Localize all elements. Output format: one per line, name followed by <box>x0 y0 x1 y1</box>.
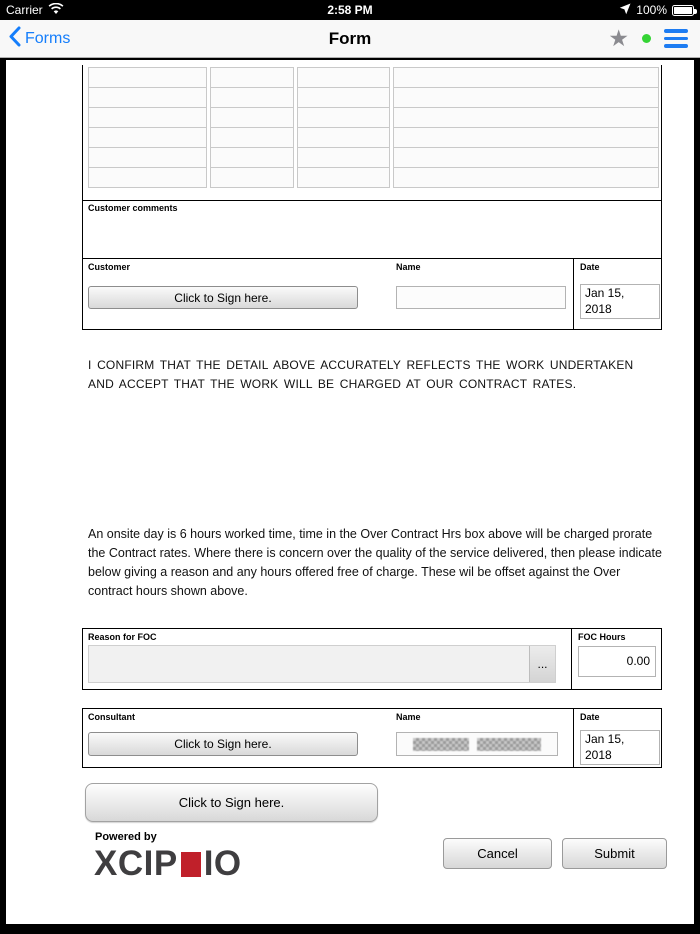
foc-reason-input[interactable] <box>89 646 529 682</box>
onsite-day-text: An onsite day is 6 hours worked time, time in the Over Contract Hrs box above will be charged prorate the Contract rates. Where there is concern over the quality of the service delivered, then please indicate below giving a reason and any hours offered free of charge. These wil be offset against the Over contract hours shown above. <box>88 527 662 598</box>
customer-comments-label: Customer comments <box>88 203 178 213</box>
logo-square-icon <box>181 852 201 877</box>
grid-cell[interactable] <box>88 147 207 168</box>
foc-reason-expand-button[interactable]: ... <box>529 646 555 682</box>
grid-column <box>393 67 659 200</box>
grid-cell[interactable] <box>210 107 294 128</box>
form-top-section <box>82 65 662 330</box>
customer-cell <box>83 259 391 329</box>
customer-date-field[interactable]: Jan 15, 2018 <box>580 284 660 319</box>
grid-cell[interactable] <box>88 127 207 148</box>
grid-cell[interactable] <box>210 127 294 148</box>
grid-cell[interactable] <box>393 87 659 108</box>
grid-column <box>210 67 294 200</box>
grid-cell[interactable] <box>88 167 207 188</box>
carrier-label: Carrier <box>6 3 43 17</box>
grid-cell[interactable] <box>297 67 390 88</box>
grid-cell[interactable] <box>297 147 390 168</box>
star-icon[interactable]: ★ <box>608 25 629 51</box>
submit-button[interactable]: Submit <box>562 838 667 869</box>
logo-text-right: IO <box>203 844 242 883</box>
consultant-name-label: Name <box>396 712 421 722</box>
page-title: Form <box>328 28 372 48</box>
customer-comments-input[interactable] <box>88 213 656 253</box>
confirmation-text: I CONFIRM THAT THE DETAIL ABOVE ACCURATELY REFLECTS THE WORK UNDERTAKEN AND ACCEPT THAT THE WORK WILL BE CHARGED AT OUR CONTRACT RATES. <box>88 358 634 391</box>
consultant-name-cell <box>391 709 573 767</box>
grid-cell[interactable] <box>393 67 659 88</box>
grid-cell[interactable] <box>88 107 207 128</box>
grid-cell[interactable] <box>88 67 207 88</box>
signature-button[interactable]: Click to Sign here. <box>85 783 378 822</box>
customer-signature-section <box>83 258 661 329</box>
customer-name-input[interactable] <box>396 286 566 309</box>
customer-date-label: Date <box>580 262 600 272</box>
customer-name-cell <box>391 259 573 329</box>
grid-cell[interactable] <box>393 107 659 128</box>
form-page <box>6 60 694 924</box>
consultant-date-label: Date <box>580 712 600 722</box>
menu-bar <box>664 29 688 33</box>
menu-icon[interactable] <box>664 29 688 48</box>
location-arrow-icon <box>619 3 631 18</box>
menu-bar <box>664 44 688 48</box>
form-grid <box>83 65 661 200</box>
grid-cell[interactable] <box>210 167 294 188</box>
redacted-name-segment <box>477 738 541 751</box>
nav-bar <box>0 20 700 58</box>
foc-hours-cell <box>571 629 661 689</box>
grid-cell[interactable] <box>297 127 390 148</box>
logo-text-left: XCIP <box>94 844 178 883</box>
consultant-label: Consultant <box>88 712 135 722</box>
foc-reason-label: Reason for FOC <box>88 632 157 642</box>
grid-cell[interactable] <box>393 147 659 168</box>
grid-cell[interactable] <box>297 167 390 188</box>
customer-label: Customer <box>88 262 131 272</box>
grid-cell[interactable] <box>210 87 294 108</box>
foc-reason-field <box>88 645 556 683</box>
cancel-button[interactable]: Cancel <box>443 838 552 869</box>
grid-cell[interactable] <box>88 87 207 108</box>
status-dot <box>642 34 651 43</box>
consultant-name-field[interactable] <box>396 732 558 756</box>
xcipio-logo <box>94 846 242 881</box>
battery-percent-label: 100% <box>636 3 667 17</box>
grid-cell[interactable] <box>393 127 659 148</box>
grid-column <box>88 67 207 200</box>
foc-section <box>82 628 662 690</box>
foc-hours-label: FOC Hours <box>578 632 626 642</box>
consultant-cell <box>83 709 391 767</box>
back-label: Forms <box>25 29 71 47</box>
foc-reason-cell <box>83 629 571 689</box>
grid-cell[interactable] <box>210 147 294 168</box>
consultant-signature-section <box>82 708 662 768</box>
consultant-date-field[interactable]: Jan 15, 2018 <box>580 730 660 765</box>
status-bar <box>0 0 700 20</box>
customer-date-cell <box>573 259 661 329</box>
customer-name-label: Name <box>396 262 421 272</box>
consultant-date-cell <box>573 709 661 767</box>
customer-sign-button[interactable]: Click to Sign here. <box>88 286 358 309</box>
menu-bar <box>664 37 688 41</box>
customer-comments-section <box>83 200 661 258</box>
grid-cell[interactable] <box>297 87 390 108</box>
grid-cell[interactable] <box>297 107 390 128</box>
status-time: 2:58 PM <box>327 3 373 17</box>
powered-by-label: Powered by <box>95 831 157 843</box>
consultant-sign-button[interactable]: Click to Sign here. <box>88 732 358 756</box>
grid-cell[interactable] <box>210 67 294 88</box>
battery-icon <box>672 5 694 16</box>
grid-cell[interactable] <box>393 167 659 188</box>
redacted-name-segment <box>413 738 469 751</box>
foc-hours-input[interactable]: 0.00 <box>578 646 656 677</box>
grid-column <box>297 67 390 200</box>
